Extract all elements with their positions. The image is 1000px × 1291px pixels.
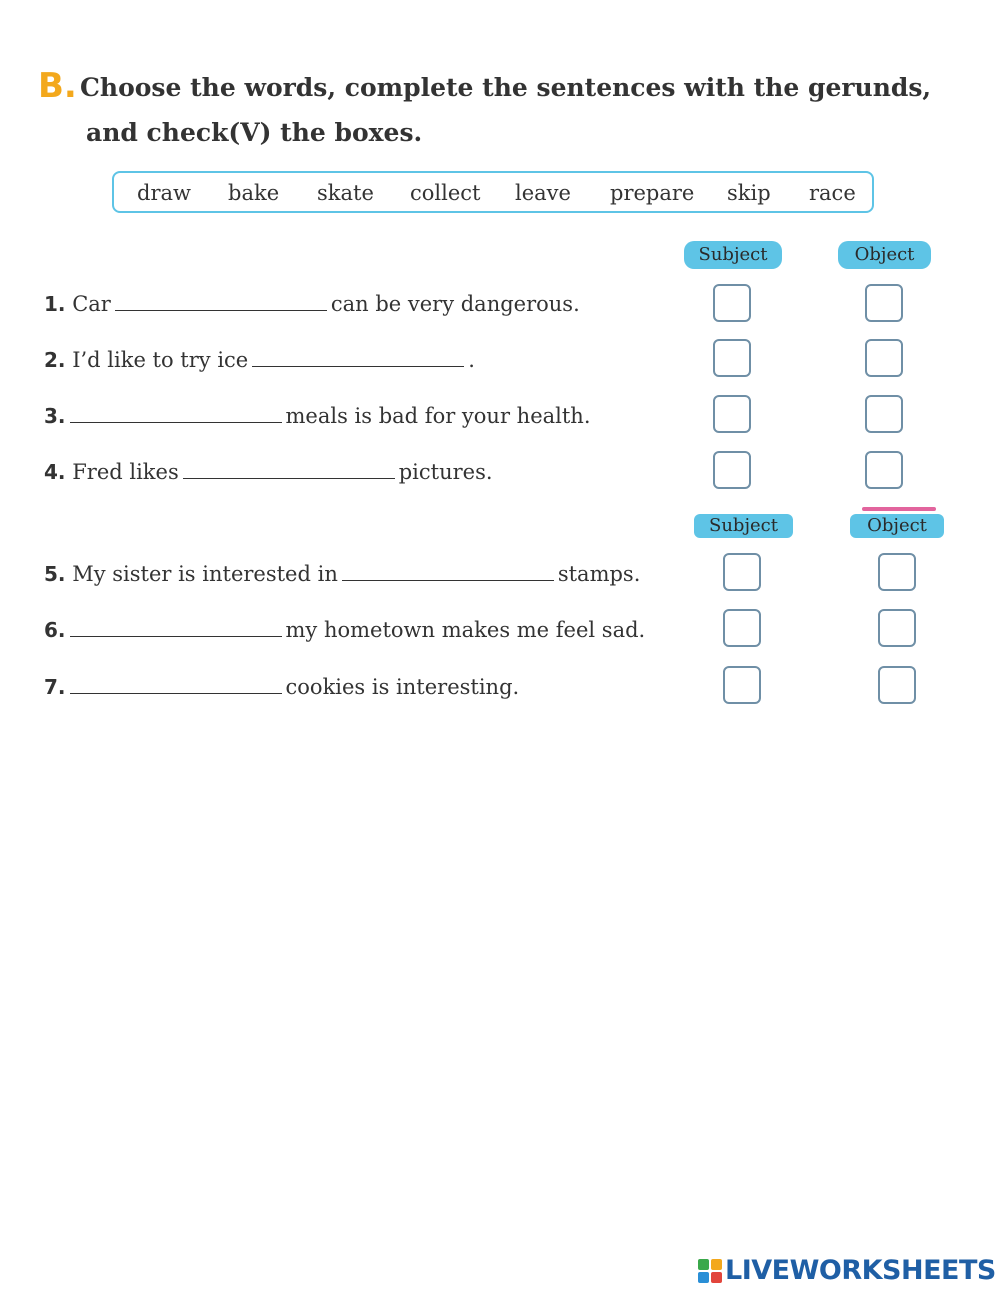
sentence-4 [44, 457, 493, 487]
word-bank-item: skate [317, 181, 374, 205]
sentence-number: 3. [44, 404, 66, 428]
object-column-header: Object [850, 514, 944, 538]
sentence-number: 1. [44, 292, 66, 316]
checkbox-object-4[interactable] [865, 451, 903, 489]
sentence-text-after: stamps. [557, 562, 641, 586]
checkbox-object-2[interactable] [865, 339, 903, 377]
checkbox-object-5[interactable] [878, 553, 916, 591]
word-bank-item: draw [137, 181, 191, 205]
checkbox-subject-4[interactable] [713, 451, 751, 489]
subject-column-header: Subject [684, 241, 782, 269]
sentence-text-after: meals is bad for your health. [285, 404, 591, 428]
liveworksheets-logo-icon [698, 1259, 722, 1283]
sentence-number: 6. [44, 618, 66, 642]
section-letter: B. [38, 66, 77, 106]
checkbox-subject-2[interactable] [713, 339, 751, 377]
sentence-6 [44, 615, 645, 645]
checkbox-object-6[interactable] [878, 609, 916, 647]
word-bank-item: skip [727, 181, 771, 205]
sentence-text-before: I’d like to try ice [72, 348, 249, 372]
sentence-text-before: Fred likes [72, 460, 179, 484]
sentence-text-after: pictures. [398, 460, 493, 484]
answer-blank[interactable] [115, 290, 327, 311]
word-bank-item: leave [515, 181, 571, 205]
sentence-5 [44, 559, 640, 589]
sentence-number: 2. [44, 348, 66, 372]
sentence-number: 7. [44, 675, 66, 699]
word-bank-item: bake [228, 181, 280, 205]
answer-blank[interactable] [70, 673, 282, 694]
decorative-strip [862, 507, 936, 511]
sentence-2 [44, 345, 475, 375]
answer-blank[interactable] [252, 346, 464, 367]
sentence-text-after: . [468, 348, 475, 372]
sentence-number: 4. [44, 460, 66, 484]
instruction-line-2: and check(V) the boxes. [86, 118, 423, 147]
sentence-7 [44, 672, 519, 702]
sentence-text-after: my hometown makes me feel sad. [285, 618, 646, 642]
sentence-text-after: can be very dangerous. [330, 292, 580, 316]
word-bank-item: race [809, 181, 856, 205]
answer-blank[interactable] [70, 402, 282, 423]
sentence-3 [44, 401, 591, 431]
object-column-header: Object [838, 241, 931, 269]
checkbox-subject-5[interactable] [723, 553, 761, 591]
word-bank-item: prepare [610, 181, 695, 205]
word-bank-item: collect [410, 181, 481, 205]
answer-blank[interactable] [342, 560, 554, 581]
checkbox-subject-6[interactable] [723, 609, 761, 647]
checkbox-subject-3[interactable] [713, 395, 751, 433]
sentence-text-before: Car [72, 292, 111, 316]
checkbox-object-3[interactable] [865, 395, 903, 433]
instruction-line-1: Choose the words, complete the sentences with the gerunds, [80, 73, 932, 102]
answer-blank[interactable] [70, 616, 282, 637]
sentence-text-after: cookies is interesting. [285, 675, 520, 699]
checkbox-subject-7[interactable] [723, 666, 761, 704]
checkbox-subject-1[interactable] [713, 284, 751, 322]
sentence-number: 5. [44, 562, 66, 586]
answer-blank[interactable] [183, 458, 395, 479]
sentence-1 [44, 289, 580, 319]
liveworksheets-logo-text: LIVEWORKSHEETS [725, 1255, 996, 1286]
sentence-text-before: My sister is interested in [72, 562, 338, 586]
checkbox-object-1[interactable] [865, 284, 903, 322]
subject-column-header: Subject [694, 514, 793, 538]
checkbox-object-7[interactable] [878, 666, 916, 704]
